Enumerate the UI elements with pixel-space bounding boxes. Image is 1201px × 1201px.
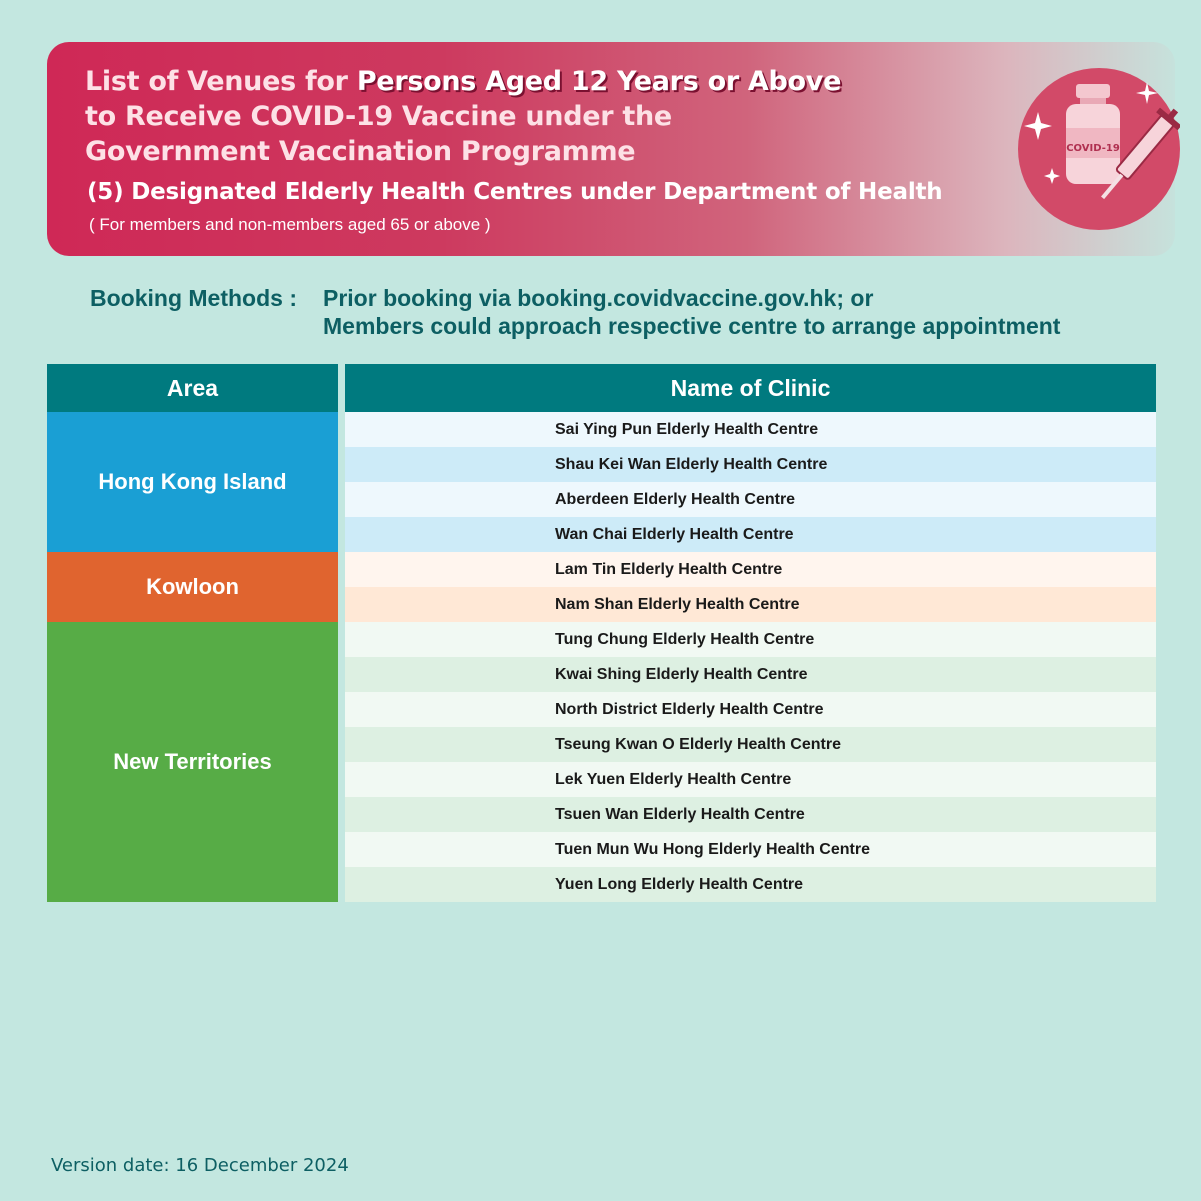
area-column-header: Area: [47, 364, 338, 412]
table-row: [345, 762, 1156, 797]
table-row: [345, 447, 1156, 482]
clinic-name: Sai Ying Pun Elderly Health Centre: [555, 420, 819, 438]
table-row: [345, 867, 1156, 902]
booking-line2: Members could approach respective centre to arrange appointment: [323, 313, 1061, 339]
table-row: [345, 692, 1156, 727]
area-kowloon: Kowloon: [47, 552, 338, 622]
clinic-name: Tsuen Wan Elderly Health Centre: [555, 805, 805, 823]
clinic-name: Tseung Kwan O Elderly Health Centre: [555, 735, 841, 753]
clinic-name: Tung Chung Elderly Health Centre: [555, 630, 815, 648]
area-hong-kong-island: Hong Kong Island: [47, 412, 338, 552]
table-row: [345, 482, 1156, 517]
booking-label: Booking Methods :: [90, 285, 297, 311]
table-row: [345, 587, 1156, 622]
clinic-name: Nam Shan Elderly Health Centre: [555, 595, 800, 613]
clinic-name: North District Elderly Health Centre: [555, 700, 824, 718]
clinic-name: Lek Yuen Elderly Health Centre: [555, 770, 792, 788]
title-line3: Government Vaccination Programme: [85, 136, 636, 167]
table-row: [345, 517, 1156, 552]
table-row: [345, 412, 1156, 447]
clinic-name: Wan Chai Elderly Health Centre: [555, 525, 794, 543]
vaccine-vial-syringe-icon: [1018, 68, 1180, 230]
title-highlight: Persons Aged 12 Years or Above: [356, 66, 842, 97]
clinic-name: Shau Kei Wan Elderly Health Centre: [555, 455, 828, 473]
title-part1: List of Venues for: [85, 66, 357, 97]
table-row: [345, 832, 1156, 867]
table-row: [345, 797, 1156, 832]
title-line2: to Receive COVID-19 Vaccine under the: [85, 101, 672, 132]
area-new-territories: New Territories: [47, 622, 338, 902]
clinic-name: Lam Tin Elderly Health Centre: [555, 560, 783, 578]
vial-label: COVID-19: [1066, 143, 1120, 154]
clinic-column-header: Name of Clinic: [345, 364, 1156, 412]
table-row: [345, 657, 1156, 692]
table-row: [345, 622, 1156, 657]
title-banner: [47, 42, 1175, 256]
table-row: [345, 552, 1156, 587]
booking-line1: Prior booking via booking.covidvaccine.gov.hk; or: [323, 285, 874, 311]
clinic-name: Tuen Mun Wu Hong Elderly Health Centre: [555, 840, 870, 858]
version-date: Version date: 16 December 2024: [51, 1155, 349, 1176]
subtitle: (5) Designated Elderly Health Centres under Department of Health: [87, 179, 943, 205]
clinic-name: Yuen Long Elderly Health Centre: [555, 875, 804, 893]
page-title: [85, 64, 841, 169]
table-row: [345, 727, 1156, 762]
eligibility-note: ( For members and non-members aged 65 or above ): [89, 215, 491, 234]
clinic-name: Kwai Shing Elderly Health Centre: [555, 665, 808, 683]
clinic-name: Aberdeen Elderly Health Centre: [555, 490, 796, 508]
